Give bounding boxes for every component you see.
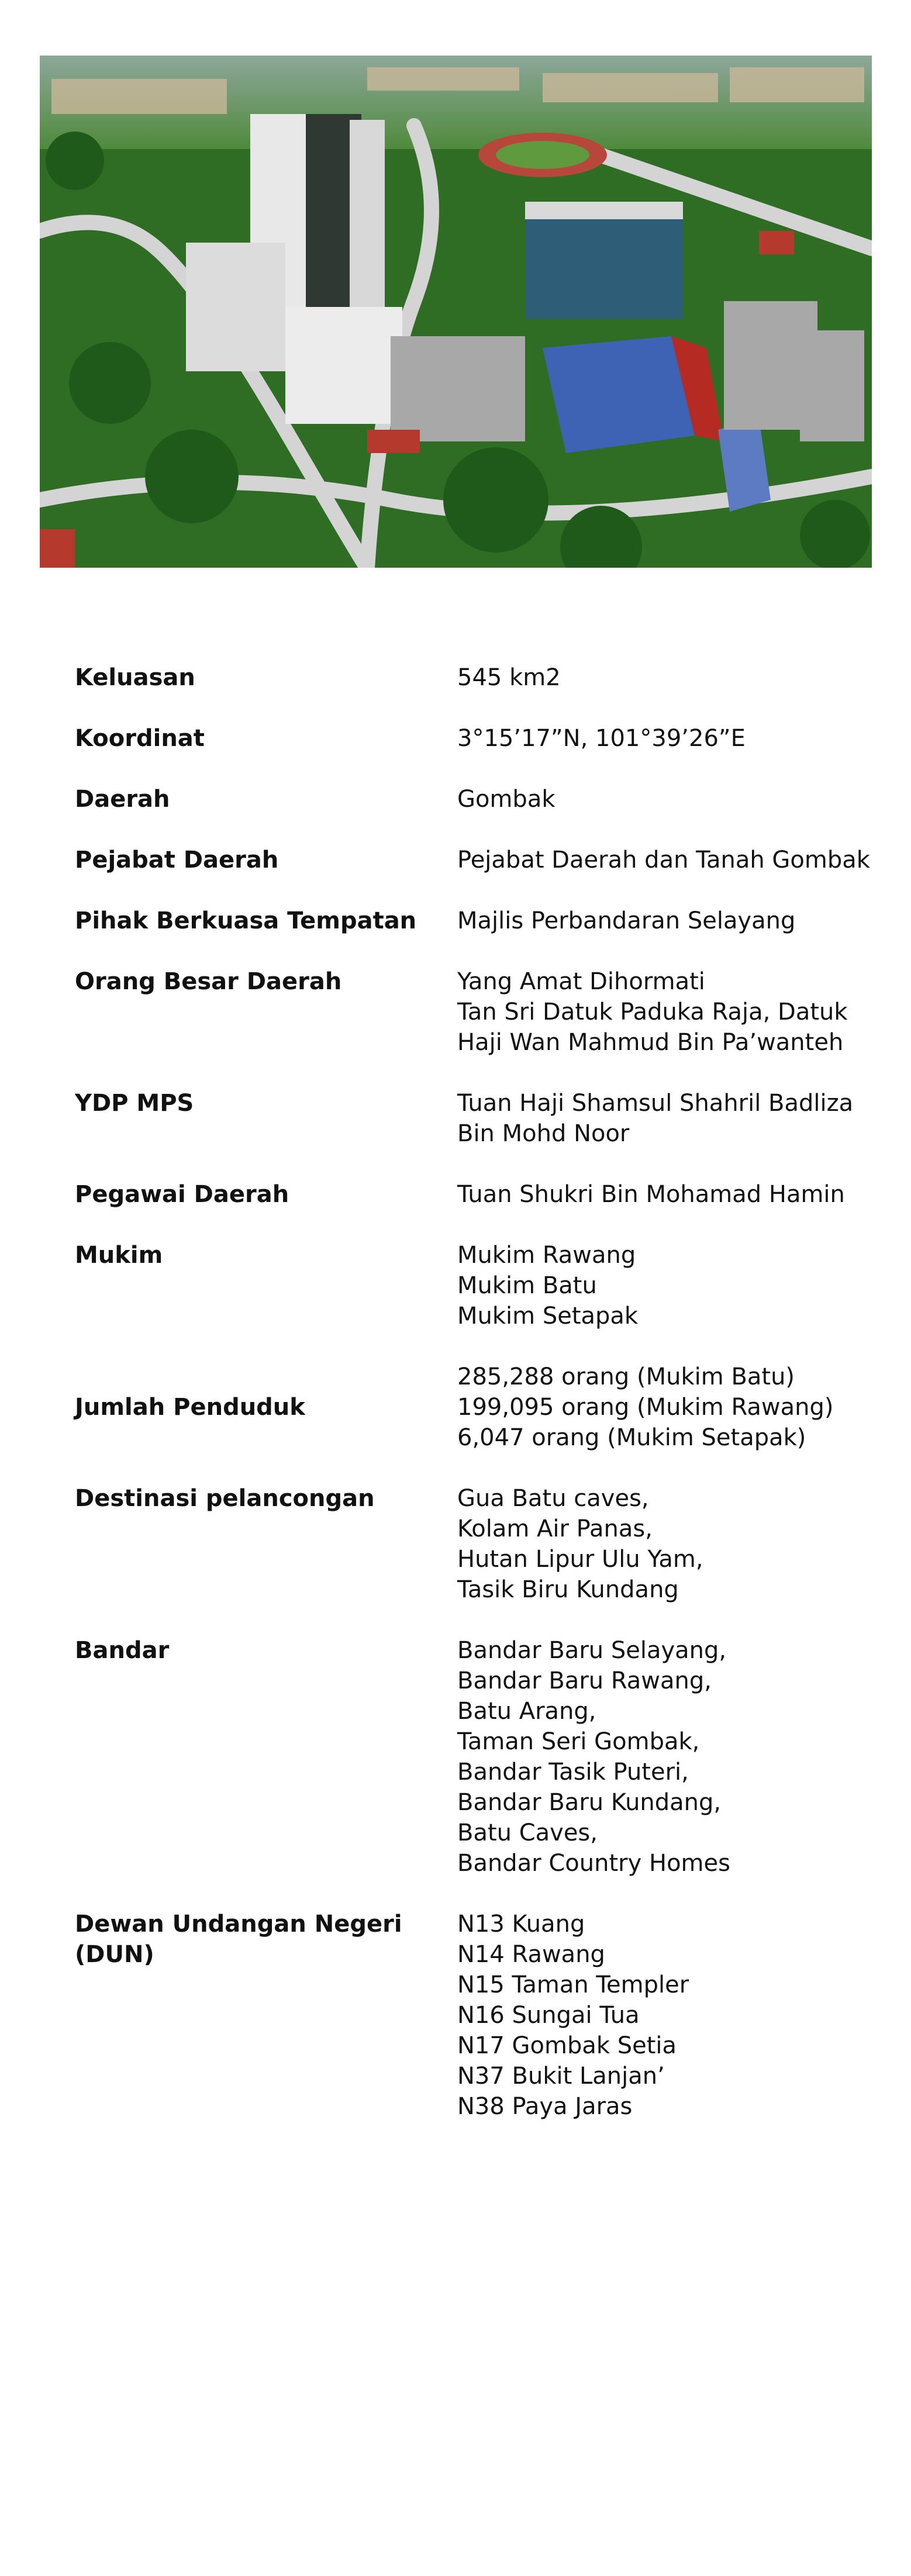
info-row-pegawai-daerah (75, 1179, 888, 1210)
info-row-dun (75, 1909, 888, 2122)
value-line: Mukim Batu (457, 1272, 597, 1299)
info-label: Destinasi pelancongan (75, 1485, 375, 1512)
value-line: Taman Seri Gombak, (457, 1728, 700, 1755)
hero-aerial-photo (40, 56, 872, 568)
info-row-daerah (75, 784, 888, 814)
info-value (457, 1362, 888, 1453)
info-row-pejabat-daerah (75, 845, 888, 875)
value-line: N37 Bukit Lanjan’ (457, 2063, 665, 2090)
aerial-town-photo-icon (40, 56, 872, 568)
value-line: Tasik Biru Kundang (457, 1576, 679, 1603)
info-label: Mukim (75, 1242, 163, 1269)
district-info-table (75, 662, 888, 2152)
info-value (457, 1483, 888, 1605)
value-line: Bandar Baru Selayang, (457, 1637, 727, 1664)
info-label: Koordinat (75, 725, 205, 752)
info-value (457, 845, 888, 875)
info-value (457, 1909, 888, 2122)
info-row-mukim (75, 1240, 888, 1331)
value-line: N15 Taman Templer (457, 1971, 689, 1998)
value-line: Bandar Baru Rawang, (457, 1667, 712, 1694)
info-row-koordinat (75, 723, 888, 754)
value-line: N13 Kuang (457, 1911, 585, 1938)
value-line: Tan Sri Datuk Paduka Raja, Datuk (457, 999, 848, 1025)
info-label: Pejabat Daerah (75, 847, 279, 873)
info-value (457, 966, 888, 1058)
info-value (457, 1179, 888, 1210)
info-value (457, 906, 888, 936)
value-line: Majlis Perbandaran Selayang (457, 907, 796, 934)
value-line: Kolam Air Panas, (457, 1515, 653, 1542)
value-line: Tuan Shukri Bin Mohamad Hamin (457, 1181, 845, 1208)
info-label: Pihak Berkuasa Tempatan (75, 907, 417, 934)
info-label: Bandar (75, 1637, 170, 1664)
info-value (457, 1240, 888, 1331)
info-label: Daerah (75, 786, 170, 813)
value-line: N16 Sungai Tua (457, 2002, 640, 2029)
info-row-keluasan (75, 662, 888, 693)
value-line: Hutan Lipur Ulu Yam, (457, 1546, 703, 1573)
value-line: 199,095 orang (Mukim Rawang) (457, 1394, 834, 1421)
value-line: 545 km2 (457, 664, 561, 691)
value-line: Bandar Country Homes (457, 1850, 730, 1877)
value-line: Gua Batu caves, (457, 1485, 649, 1512)
info-value (457, 723, 888, 754)
value-line: 3°15’17”N, 101°39’26”E (457, 725, 746, 752)
info-row-bandar (75, 1635, 888, 1879)
info-label: Pegawai Daerah (75, 1181, 289, 1208)
value-line: Haji Wan Mahmud Bin Pa’wanteh (457, 1029, 844, 1056)
info-row-pihak-berkuasa (75, 906, 888, 936)
info-label: Dewan Undangan Negeri (DUN) (75, 1911, 402, 1968)
value-line: Batu Caves, (457, 1819, 598, 1846)
info-row-orang-besar (75, 966, 888, 1058)
info-label: Jumlah Penduduk (75, 1394, 305, 1421)
value-line: 285,288 orang (Mukim Batu) (457, 1363, 795, 1390)
info-label: YDP MPS (75, 1090, 194, 1117)
value-line: Mukim Rawang (457, 1242, 636, 1269)
value-line: N38 Paya Jaras (457, 2093, 633, 2120)
value-line: Batu Arang, (457, 1698, 596, 1725)
info-label: Orang Besar Daerah (75, 968, 342, 995)
info-row-ydp-mps (75, 1088, 888, 1149)
value-line: Bin Mohd Noor (457, 1120, 630, 1147)
info-value (457, 1088, 888, 1149)
info-label: Keluasan (75, 664, 195, 691)
value-line: N14 Rawang (457, 1941, 605, 1968)
value-line: Pejabat Daerah dan Tanah Gombak (457, 847, 870, 873)
info-value (457, 1635, 888, 1879)
value-line: Tuan Haji Shamsul Shahril Badliza (457, 1090, 854, 1117)
value-line: Bandar Tasik Puteri, (457, 1759, 689, 1786)
info-row-destinasi (75, 1483, 888, 1605)
value-line: N17 Gombak Setia (457, 2032, 677, 2059)
info-row-jumlah-penduduk (75, 1362, 888, 1453)
value-line: Gombak (457, 786, 555, 813)
info-value (457, 784, 888, 814)
value-line: Mukim Setapak (457, 1303, 639, 1330)
info-value (457, 662, 888, 693)
value-line: Yang Amat Dihormati (457, 968, 705, 995)
value-line: Bandar Baru Kundang, (457, 1789, 722, 1816)
value-line: 6,047 orang (Mukim Setapak) (457, 1424, 806, 1451)
